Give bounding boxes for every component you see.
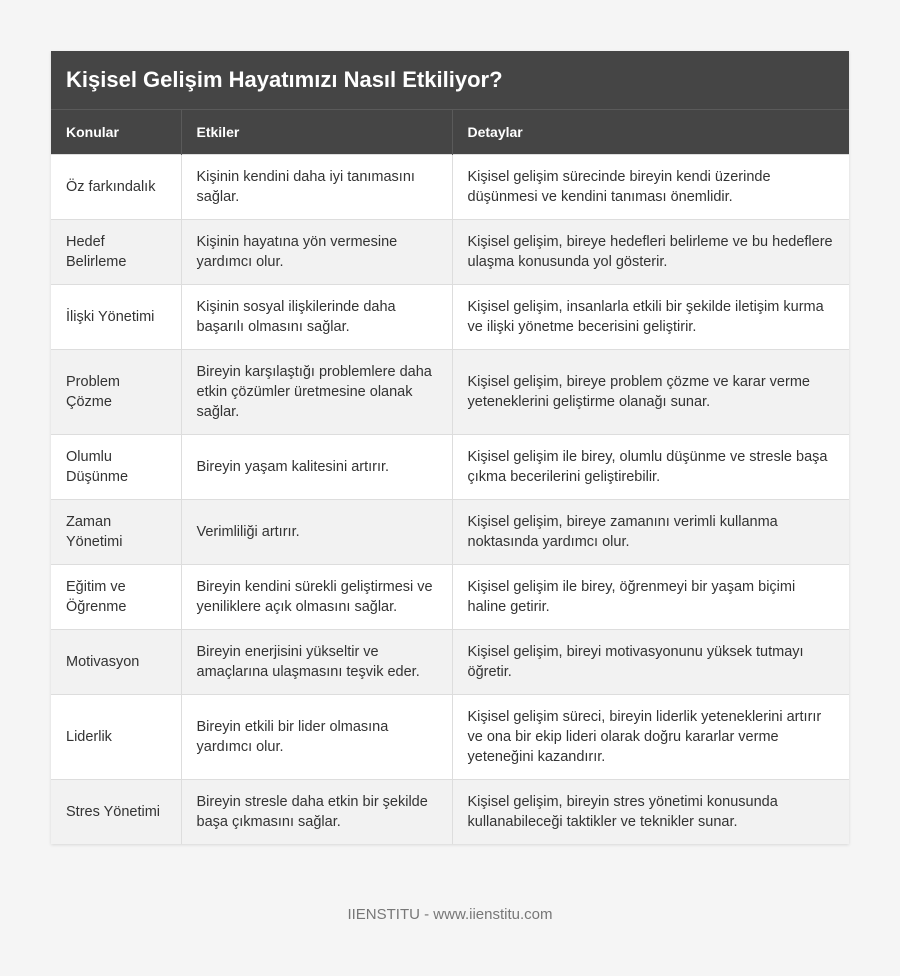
- column-header-details: Detaylar: [467, 124, 523, 140]
- effect-cell: Kişinin sosyal ilişkilerinde daha başarılı olmasını sağlar.: [181, 285, 452, 350]
- table-row: [51, 630, 849, 695]
- topic-cell: Olumlu Düşünme: [51, 435, 181, 500]
- topic-cell: Liderlik: [51, 695, 181, 780]
- detail-cell: Kişisel gelişim, bireye hedefleri belirleme ve bu hedeflere ulaşma konusunda yol gösterir.: [452, 220, 849, 285]
- detail-cell: Kişisel gelişim, bireye problem çözme ve karar verme yeteneklerini geliştirme olanağı sunar.: [452, 350, 849, 435]
- table-row: [51, 695, 849, 780]
- detail-cell: Kişisel gelişim, bireyin stres yönetimi konusunda kullanabileceği taktikler ve teknikler sunar.: [452, 780, 849, 845]
- effect-cell: Bireyin yaşam kalitesini artırır.: [181, 435, 452, 500]
- table-row: [51, 565, 849, 630]
- title-bar: [51, 51, 849, 109]
- content-card: [51, 51, 849, 844]
- topic-cell: Hedef Belirleme: [51, 220, 181, 285]
- table-row: [51, 780, 849, 845]
- effect-cell: Bireyin etkili bir lider olmasına yardımcı olur.: [181, 695, 452, 780]
- topic-cell: Motivasyon: [51, 630, 181, 695]
- effect-cell: Verimliliği artırır.: [181, 500, 452, 565]
- topic-cell: İlişki Yönetimi: [51, 285, 181, 350]
- effect-cell: Bireyin enerjisini yükseltir ve amaçlarına ulaşmasını teşvik eder.: [181, 630, 452, 695]
- footer-credit: IIENSTITU - www.iienstitu.com: [347, 906, 553, 923]
- effect-cell: Bireyin karşılaştığı problemlere daha etkin çözümler üretmesine olanak sağlar.: [181, 350, 452, 435]
- table-row: [51, 285, 849, 350]
- table-row: [51, 155, 849, 220]
- detail-cell: Kişisel gelişim, bireyi motivasyonunu yüksek tutmayı öğretir.: [452, 630, 849, 695]
- effect-cell: Kişinin kendini daha iyi tanımasını sağlar.: [181, 155, 452, 220]
- table-row: [51, 500, 849, 565]
- effect-cell: Bireyin kendini sürekli geliştirmesi ve yeniliklere açık olmasını sağlar.: [181, 565, 452, 630]
- detail-cell: Kişisel gelişim, bireye zamanını verimli kullanma noktasında yardımcı olur.: [452, 500, 849, 565]
- column-header-topics: Konular: [51, 110, 181, 155]
- detail-cell: Kişisel gelişim süreci, bireyin liderlik yeteneklerini artırır ve ona bir ekip lideri olarak doğru kararlar verme yeteneğini kazandırır.: [452, 695, 849, 780]
- detail-cell: Kişisel gelişim sürecinde bireyin kendi üzerinde düşünmesi ve kendini tanıması önemlidir.: [452, 155, 849, 220]
- topic-cell: Zaman Yönetimi: [51, 500, 181, 565]
- topic-cell: Öz farkındalık: [51, 155, 181, 220]
- effect-cell: Kişinin hayatına yön vermesine yardımcı olur.: [181, 220, 452, 285]
- detail-cell: Kişisel gelişim ile birey, öğrenmeyi bir yaşam biçimi haline getirir.: [452, 565, 849, 630]
- table-row: [51, 350, 849, 435]
- table-row: [51, 435, 849, 500]
- topic-cell: Eğitim ve Öğrenme: [51, 565, 181, 630]
- page-title: Kişisel Gelişim Hayatımızı Nasıl Etkiliyor?: [66, 67, 503, 92]
- table-header-row: [51, 110, 849, 155]
- table-row: [51, 220, 849, 285]
- topic-cell: Stres Yönetimi: [51, 780, 181, 845]
- column-header-effects: Etkiler: [181, 110, 452, 155]
- data-table: [51, 109, 849, 844]
- detail-cell: Kişisel gelişim ile birey, olumlu düşünme ve stresle başa çıkma becerilerini geliştirebilir.: [452, 435, 849, 500]
- detail-cell: Kişisel gelişim, insanlarla etkili bir şekilde iletişim kurma ve ilişki yönetme becerisini geliştirir.: [452, 285, 849, 350]
- topic-cell: Problem Çözme: [51, 350, 181, 435]
- effect-cell: Bireyin stresle daha etkin bir şekilde başa çıkmasını sağlar.: [181, 780, 452, 845]
